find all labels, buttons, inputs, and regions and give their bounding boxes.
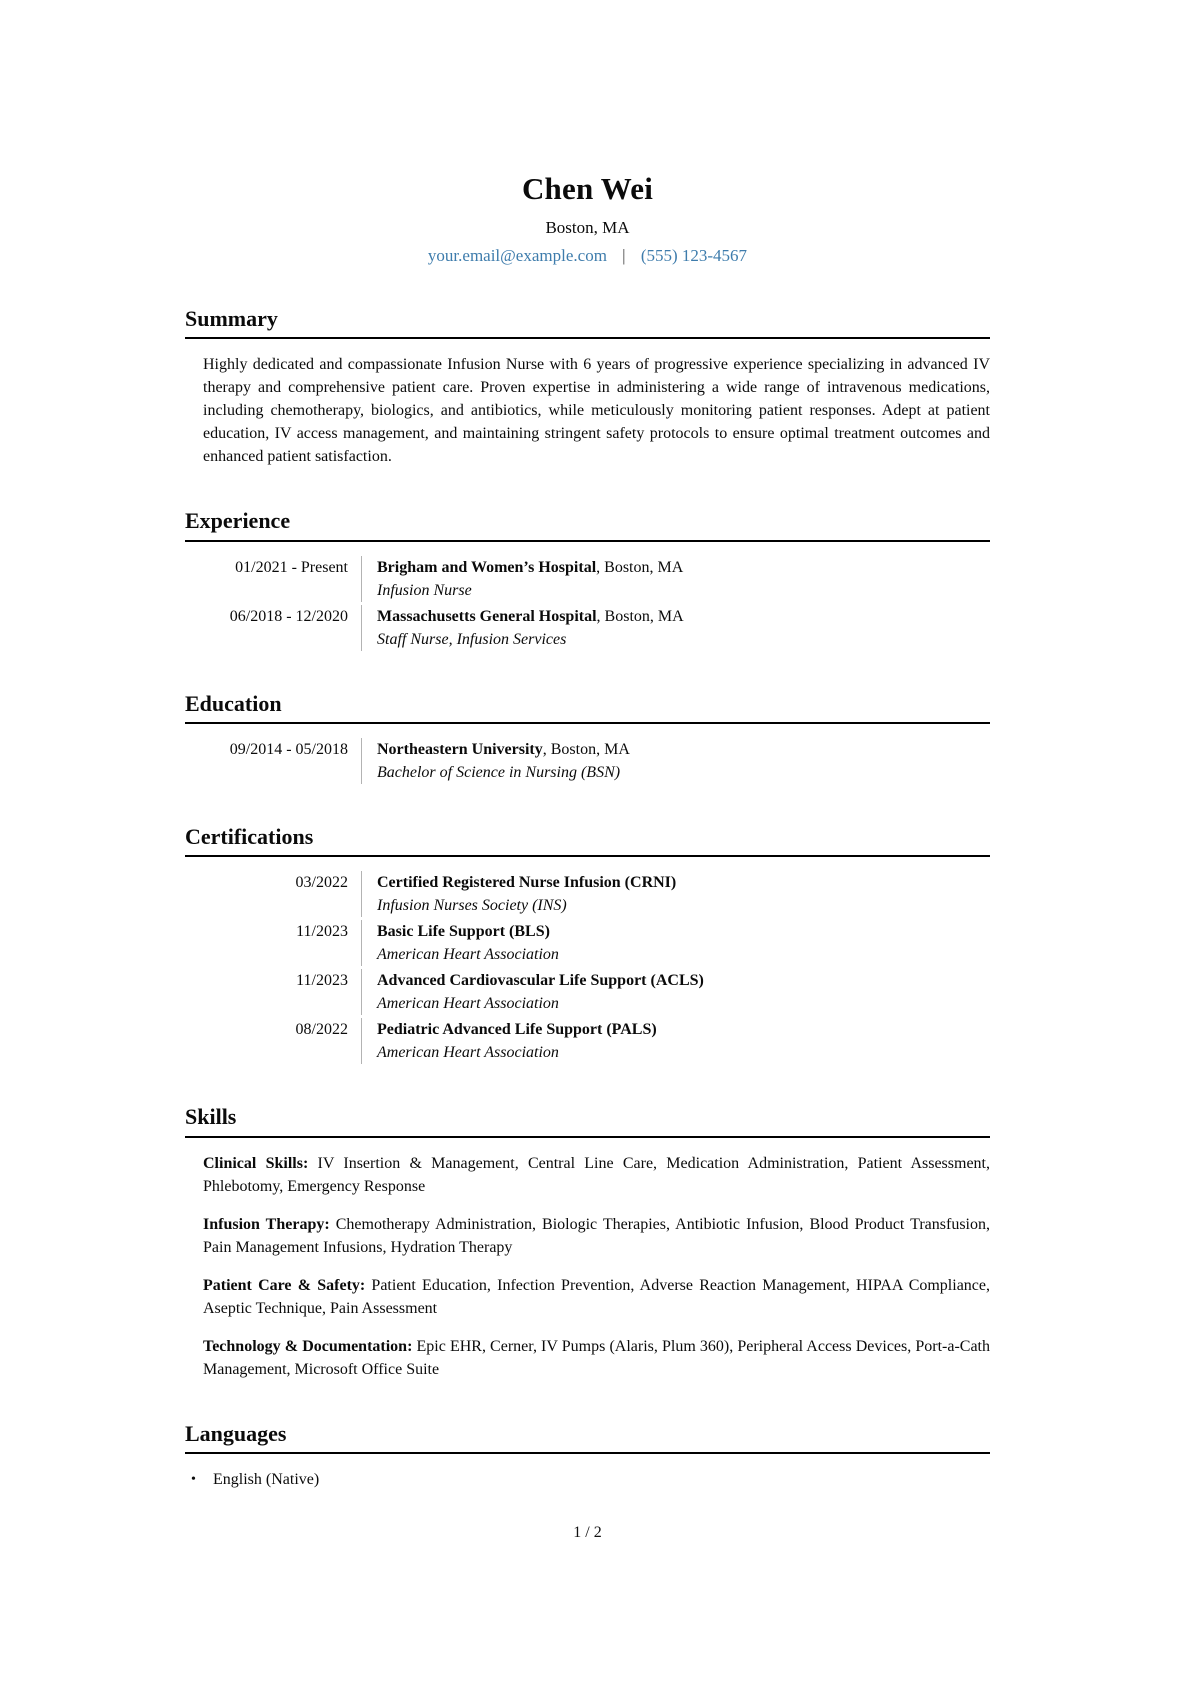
certification-entry [203,871,990,917]
entry-organization: Brigham and Women’s Hospital [377,558,597,576]
skill-group-text: IV Insertion & Management, Central Line Care, Medication Administration, Patient Assessment, Phlebotomy, Emergency Response [203,1154,991,1195]
entry-dates: 03/2022 [203,871,362,917]
education-title: Education [185,691,990,724]
entry-body [362,871,676,917]
section-languages [185,1421,990,1491]
entry-headline [377,920,559,943]
contact-separator: | [622,246,626,266]
entry-headline [377,605,684,628]
certifications-title: Certifications [185,824,990,857]
entry-headline [377,969,704,992]
certification-name: Pediatric Advanced Life Support (PALS) [377,1021,657,1039]
entry-body [362,738,630,784]
section-skills [185,1104,990,1380]
skill-group-label: Technology & Documentation: [203,1337,413,1355]
certification-name: Certified Registered Nurse Infusion (CRNI) [377,874,677,892]
page-number: 1 / 2 [573,1524,602,1541]
experience-entry [203,556,990,602]
entry-dates: 06/2018 - 12/2020 [203,605,362,651]
certification-entry [203,969,990,1015]
language-text: English (Native) [213,1470,320,1488]
skill-group-text: Chemotherapy Administration, Biologic Therapies, Antibiotic Infusion, Blood Product Transfusion, Pain Management Infusions, Hydration Therapy [203,1215,990,1256]
section-summary [185,306,990,468]
document-header [185,170,990,266]
skill-group [203,1335,990,1381]
skill-group [203,1213,990,1259]
entry-role: Infusion Nurse [377,581,472,599]
skill-group-label: Clinical Skills: [203,1154,309,1172]
skill-group-text: Epic EHR, Cerner, IV Pumps (Alaris, Plum 360), Peripheral Access Devices, Port-a-Cath Management, Microsoft Office Suite [203,1337,990,1378]
contact-line [185,246,990,266]
entry-headline [377,1018,657,1041]
entry-dates: 08/2022 [203,1018,362,1064]
resume-content [185,0,990,1491]
entry-body [362,920,559,966]
certification-issuer: American Heart Association [377,1044,559,1062]
skills-title: Skills [185,1104,990,1137]
candidate-location: Boston, MA [545,218,630,238]
skill-group [203,1152,990,1198]
experience-title: Experience [185,508,990,541]
entry-organization: Massachusetts General Hospital [377,607,597,625]
certification-entry [203,920,990,966]
skill-group-label: Patient Care & Safety: [203,1276,366,1294]
candidate-name: Chen Wei [521,171,654,206]
entry-location: , Boston, MA [596,607,684,625]
entry-headline [377,871,676,894]
experience-entry [203,605,990,651]
entry-dates: 01/2021 - Present [203,556,362,602]
entry-body [362,605,684,651]
skill-group [203,1274,990,1320]
certification-name: Advanced Cardiovascular Life Support (ACLS) [377,972,704,990]
certification-issuer: American Heart Association [377,995,559,1013]
skill-group-label: Infusion Therapy: [203,1215,330,1233]
entry-location: , Boston, MA [542,741,630,759]
entry-location: , Boston, MA [596,558,684,576]
languages-title: Languages [185,1421,990,1454]
entry-dates: 11/2023 [203,920,362,966]
certification-entry [203,1018,990,1064]
certification-name: Basic Life Support (BLS) [377,923,550,941]
summary-title: Summary [185,306,990,339]
skill-group-text: Patient Education, Infection Prevention, Adverse Reaction Management, HIPAA Compliance, Aseptic Technique, Pain Assessment [203,1276,991,1317]
language-item [191,1468,990,1491]
bullet-icon: • [191,1471,196,1487]
entry-headline [377,738,630,761]
education-entry [203,738,990,784]
entry-role: Staff Nurse, Infusion Services [377,630,567,648]
entry-body [362,969,704,1015]
entry-body [362,1018,657,1064]
summary-text: Highly dedicated and compassionate Infusion Nurse with 6 years of progressive experience specializing in advanced IV therapy and comprehensive patient care. Proven expertise in administering a wide range of intravenous medications, including chemotherapy, biologics, and antibiotics, while meticulously monitoring patient responses. Adept at patient education, IV access management, and maintaining stringent safety protocols to ensure optimal treatment outcomes and enhanced patient satisfaction. [203,356,990,466]
certification-issuer: Infusion Nurses Society (INS) [377,897,567,915]
entry-organization: Northeastern University [377,741,543,759]
section-education [185,691,990,784]
section-experience [185,508,990,650]
entry-body [362,556,683,602]
section-certifications [185,824,990,1064]
entry-dates: 11/2023 [203,969,362,1015]
email-link[interactable]: your.email@example.com [427,246,607,266]
certification-issuer: American Heart Association [377,946,559,964]
entry-role: Bachelor of Science in Nursing (BSN) [377,764,621,782]
entry-headline [377,556,683,579]
phone-link[interactable]: (555) 123-4567 [640,246,748,266]
entry-dates: 09/2014 - 05/2018 [203,738,362,784]
